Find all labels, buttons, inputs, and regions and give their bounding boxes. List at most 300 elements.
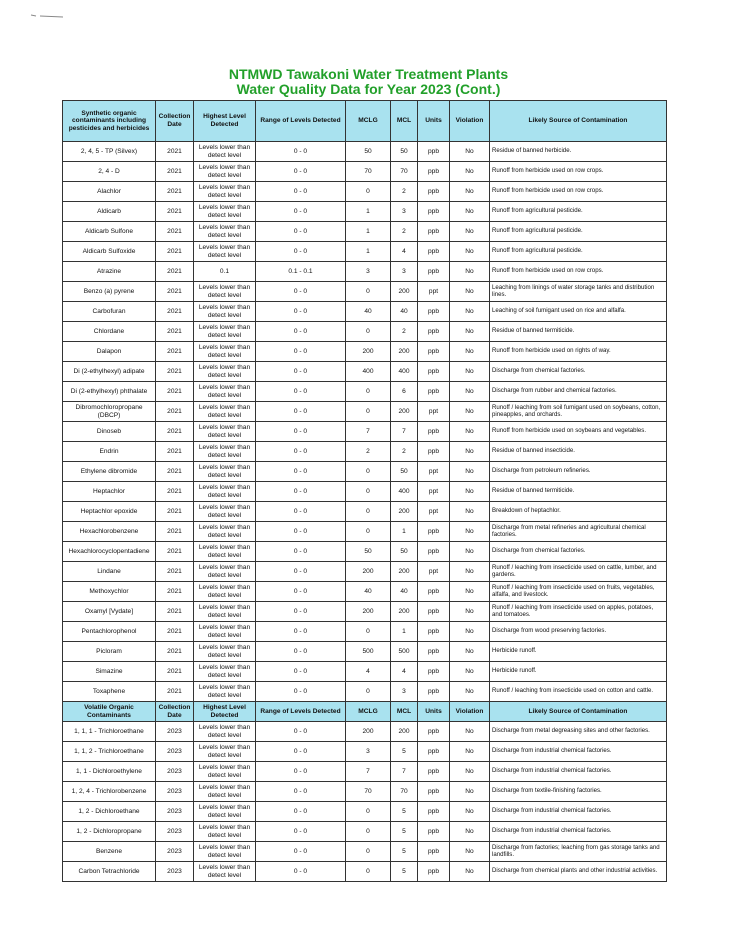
cell-range-of-levels: 0 - 0 [256, 462, 346, 482]
cell-units: ppb [418, 662, 450, 682]
cell-contaminant: 1, 2, 4 - Trichlorobenzene [63, 782, 156, 802]
volatile-header-units: Units [418, 702, 450, 722]
cell-mclg: 0 [346, 462, 391, 482]
table-row [63, 202, 667, 222]
cell-units: ppt [418, 562, 450, 582]
cell-contaminant: Carbofuran [63, 302, 156, 322]
cell-collection-date: 2021 [156, 402, 194, 422]
cell-units: ppb [418, 442, 450, 462]
cell-likely-source: Runoff from herbicide used on soybeans and vegetables. [490, 422, 667, 442]
cell-collection-date: 2021 [156, 462, 194, 482]
cell-highest-level: Levels lower than detect level [194, 842, 256, 862]
cell-likely-source: Runoff from herbicide used on rights of way. [490, 342, 667, 362]
cell-range-of-levels: 0 - 0 [256, 502, 346, 522]
cell-mcl: 4 [391, 662, 418, 682]
cell-units: ppb [418, 142, 450, 162]
cell-units: ppb [418, 362, 450, 382]
cell-contaminant: Benzo (a) pyrene [63, 282, 156, 302]
cell-contaminant: Methoxychlor [63, 582, 156, 602]
volatile-header-mclg: MCLG [346, 702, 391, 722]
volatile-header-range-of-levels: Range of Levels Detected [256, 702, 346, 722]
cell-mclg: 0 [346, 382, 391, 402]
cell-units: ppb [418, 202, 450, 222]
page-title: NTMWD Tawakoni Water Treatment Plants [228, 66, 509, 82]
cell-violation: No [450, 602, 490, 622]
cell-violation: No [450, 722, 490, 742]
scan-mark [30, 12, 64, 18]
cell-contaminant: Pentachlorophenol [63, 622, 156, 642]
cell-collection-date: 2023 [156, 862, 194, 882]
cell-violation: No [450, 442, 490, 462]
cell-violation: No [450, 842, 490, 862]
cell-highest-level: 0.1 [194, 262, 256, 282]
cell-highest-level: Levels lower than detect level [194, 662, 256, 682]
cell-range-of-levels: 0 - 0 [256, 242, 346, 262]
cell-mcl: 5 [391, 862, 418, 882]
cell-contaminant: 1, 1, 1 - Trichloroethane [63, 722, 156, 742]
table-row [63, 762, 667, 782]
cell-range-of-levels: 0 - 0 [256, 202, 346, 222]
cell-range-of-levels: 0 - 0 [256, 802, 346, 822]
cell-collection-date: 2021 [156, 442, 194, 462]
cell-units: ppb [418, 382, 450, 402]
cell-highest-level: Levels lower than detect level [194, 562, 256, 582]
cell-mclg: 50 [346, 142, 391, 162]
cell-mcl: 400 [391, 362, 418, 382]
cell-highest-level: Levels lower than detect level [194, 502, 256, 522]
cell-violation: No [450, 242, 490, 262]
table-row [63, 662, 667, 682]
cell-violation: No [450, 562, 490, 582]
cell-mcl: 3 [391, 262, 418, 282]
cell-highest-level: Levels lower than detect level [194, 382, 256, 402]
cell-range-of-levels: 0 - 0 [256, 862, 346, 882]
cell-range-of-levels: 0 - 0 [256, 182, 346, 202]
volatile-header-row [63, 702, 667, 722]
cell-mcl: 1 [391, 522, 418, 542]
cell-mcl: 5 [391, 742, 418, 762]
cell-mclg: 200 [346, 602, 391, 622]
cell-mclg: 40 [346, 582, 391, 602]
cell-mclg: 200 [346, 722, 391, 742]
cell-units: ppb [418, 322, 450, 342]
cell-contaminant: Aldicarb Sulfone [63, 222, 156, 242]
cell-range-of-levels: 0 - 0 [256, 822, 346, 842]
cell-highest-level: Levels lower than detect level [194, 442, 256, 462]
cell-highest-level: Levels lower than detect level [194, 542, 256, 562]
cell-collection-date: 2021 [156, 622, 194, 642]
cell-units: ppb [418, 582, 450, 602]
cell-range-of-levels: 0 - 0 [256, 362, 346, 382]
cell-likely-source: Discharge from industrial chemical factories. [490, 742, 667, 762]
cell-mclg: 0 [346, 682, 391, 702]
cell-collection-date: 2021 [156, 682, 194, 702]
cell-mclg: 7 [346, 422, 391, 442]
cell-contaminant: Simazine [63, 662, 156, 682]
table-row [63, 242, 667, 262]
cell-units: ppb [418, 422, 450, 442]
cell-mclg: 2 [346, 442, 391, 462]
cell-units: ppt [418, 502, 450, 522]
cell-highest-level: Levels lower than detect level [194, 242, 256, 262]
cell-mcl: 400 [391, 482, 418, 502]
cell-range-of-levels: 0 - 0 [256, 222, 346, 242]
cell-range-of-levels: 0 - 0 [256, 622, 346, 642]
cell-mcl: 200 [391, 282, 418, 302]
cell-mclg: 0 [346, 622, 391, 642]
volatile-header-likely-source: Likely Source of Contamination [490, 702, 667, 722]
cell-violation: No [450, 222, 490, 242]
cell-violation: No [450, 502, 490, 522]
cell-mcl: 500 [391, 642, 418, 662]
cell-mclg: 500 [346, 642, 391, 662]
cell-units: ppb [418, 262, 450, 282]
cell-mclg: 1 [346, 202, 391, 222]
cell-units: ppb [418, 742, 450, 762]
column-header-violation: Violation [450, 101, 490, 142]
cell-violation: No [450, 742, 490, 762]
cell-mcl: 200 [391, 562, 418, 582]
cell-violation: No [450, 582, 490, 602]
cell-mcl: 7 [391, 762, 418, 782]
table-row [63, 442, 667, 462]
cell-violation: No [450, 302, 490, 322]
cell-mcl: 4 [391, 242, 418, 262]
cell-likely-source: Runoff / leaching from insecticide used on apples, potatoes, and tomatoes. [490, 602, 667, 622]
cell-mcl: 5 [391, 802, 418, 822]
cell-units: ppb [418, 822, 450, 842]
cell-mclg: 0 [346, 862, 391, 882]
table-row [63, 862, 667, 882]
table-row [63, 462, 667, 482]
cell-collection-date: 2023 [156, 782, 194, 802]
table-row [63, 402, 667, 422]
cell-units: ppb [418, 642, 450, 662]
cell-mclg: 0 [346, 182, 391, 202]
cell-range-of-levels: 0 - 0 [256, 382, 346, 402]
column-header-mclg: MCLG [346, 101, 391, 142]
cell-units: ppb [418, 522, 450, 542]
cell-contaminant: Carbon Tetrachloride [63, 862, 156, 882]
column-header-mcl: MCL [391, 101, 418, 142]
cell-collection-date: 2021 [156, 662, 194, 682]
cell-mcl: 5 [391, 842, 418, 862]
cell-likely-source: Discharge from petroleum refineries. [490, 462, 667, 482]
cell-collection-date: 2023 [156, 802, 194, 822]
cell-mcl: 50 [391, 142, 418, 162]
cell-mclg: 0 [346, 482, 391, 502]
cell-violation: No [450, 202, 490, 222]
cell-units: ppt [418, 402, 450, 422]
cell-range-of-levels: 0.1 - 0.1 [256, 262, 346, 282]
cell-range-of-levels: 0 - 0 [256, 742, 346, 762]
table-row [63, 722, 667, 742]
cell-contaminant: Dinoseb [63, 422, 156, 442]
volatile-header-highest-level: Highest Level Detected [194, 702, 256, 722]
cell-mclg: 50 [346, 542, 391, 562]
cell-contaminant: Aldicarb [63, 202, 156, 222]
cell-collection-date: 2023 [156, 842, 194, 862]
cell-contaminant: Heptachlor epoxide [63, 502, 156, 522]
cell-collection-date: 2021 [156, 602, 194, 622]
cell-highest-level: Levels lower than detect level [194, 582, 256, 602]
cell-contaminant: Hexachlorocyclopentadiene [63, 542, 156, 562]
cell-collection-date: 2023 [156, 742, 194, 762]
cell-contaminant: Ethylene dibromide [63, 462, 156, 482]
cell-highest-level: Levels lower than detect level [194, 782, 256, 802]
cell-range-of-levels: 0 - 0 [256, 602, 346, 622]
cell-units: ppt [418, 482, 450, 502]
column-header-highest-level: Highest Level Detected [194, 101, 256, 142]
cell-violation: No [450, 762, 490, 782]
cell-contaminant: 2, 4, 5 - TP (Silvex) [63, 142, 156, 162]
cell-contaminant: Dalapon [63, 342, 156, 362]
cell-collection-date: 2023 [156, 722, 194, 742]
cell-units: ppt [418, 462, 450, 482]
cell-contaminant: Toxaphene [63, 682, 156, 702]
cell-likely-source: Discharge from industrial chemical factories. [490, 822, 667, 842]
cell-units: ppb [418, 602, 450, 622]
cell-units: ppb [418, 302, 450, 322]
volatile-header-violation: Violation [450, 702, 490, 722]
cell-contaminant: 1, 2 - Dichloropropane [63, 822, 156, 842]
cell-collection-date: 2021 [156, 202, 194, 222]
cell-collection-date: 2023 [156, 762, 194, 782]
cell-contaminant: Endrin [63, 442, 156, 462]
cell-units: ppb [418, 782, 450, 802]
cell-likely-source: Runoff / leaching from insecticide used on cattle, lumber, and gardens. [490, 562, 667, 582]
cell-range-of-levels: 0 - 0 [256, 662, 346, 682]
cell-contaminant: Alachlor [63, 182, 156, 202]
cell-mcl: 2 [391, 182, 418, 202]
cell-violation: No [450, 342, 490, 362]
cell-highest-level: Levels lower than detect level [194, 462, 256, 482]
cell-violation: No [450, 422, 490, 442]
cell-contaminant: Dibromochloropropane (DBCP) [63, 402, 156, 422]
cell-collection-date: 2021 [156, 502, 194, 522]
cell-highest-level: Levels lower than detect level [194, 202, 256, 222]
table-row [63, 562, 667, 582]
cell-mcl: 40 [391, 582, 418, 602]
cell-likely-source: Runoff from agricultural pesticide. [490, 242, 667, 262]
cell-highest-level: Levels lower than detect level [194, 182, 256, 202]
cell-range-of-levels: 0 - 0 [256, 562, 346, 582]
cell-contaminant: Atrazine [63, 262, 156, 282]
cell-range-of-levels: 0 - 0 [256, 782, 346, 802]
cell-range-of-levels: 0 - 0 [256, 582, 346, 602]
table-row [63, 602, 667, 622]
cell-highest-level: Levels lower than detect level [194, 222, 256, 242]
cell-mclg: 0 [346, 842, 391, 862]
cell-highest-level: Levels lower than detect level [194, 602, 256, 622]
cell-collection-date: 2021 [156, 562, 194, 582]
cell-range-of-levels: 0 - 0 [256, 482, 346, 502]
cell-contaminant: Di (2-ethylhexyl) phthalate [63, 382, 156, 402]
table-row [63, 302, 667, 322]
table-row [63, 142, 667, 162]
synthetic-header-row [63, 101, 667, 142]
cell-collection-date: 2021 [156, 642, 194, 662]
table-row [63, 842, 667, 862]
cell-likely-source: Residue of banned termiticide. [490, 482, 667, 502]
table-row [63, 522, 667, 542]
cell-violation: No [450, 322, 490, 342]
cell-mclg: 70 [346, 782, 391, 802]
cell-range-of-levels: 0 - 0 [256, 162, 346, 182]
cell-collection-date: 2021 [156, 142, 194, 162]
cell-mcl: 70 [391, 782, 418, 802]
table-row [63, 742, 667, 762]
cell-violation: No [450, 462, 490, 482]
cell-violation: No [450, 482, 490, 502]
cell-collection-date: 2023 [156, 822, 194, 842]
cell-units: ppt [418, 282, 450, 302]
cell-likely-source: Discharge from chemical plants and other industrial activities. [490, 862, 667, 882]
cell-range-of-levels: 0 - 0 [256, 642, 346, 662]
cell-mclg: 7 [346, 762, 391, 782]
cell-range-of-levels: 0 - 0 [256, 342, 346, 362]
cell-violation: No [450, 802, 490, 822]
cell-mcl: 50 [391, 462, 418, 482]
cell-units: ppb [418, 162, 450, 182]
cell-collection-date: 2021 [156, 482, 194, 502]
cell-highest-level: Levels lower than detect level [194, 482, 256, 502]
cell-likely-source: Breakdown of heptachlor. [490, 502, 667, 522]
cell-collection-date: 2021 [156, 382, 194, 402]
cell-mclg: 1 [346, 242, 391, 262]
cell-likely-source: Discharge from factories; leaching from gas storage tanks and landfills. [490, 842, 667, 862]
column-header-units: Units [418, 101, 450, 142]
volatile-header-collection-date: Collection Date [156, 702, 194, 722]
cell-units: ppb [418, 182, 450, 202]
cell-range-of-levels: 0 - 0 [256, 282, 346, 302]
table-row [63, 822, 667, 842]
cell-collection-date: 2021 [156, 182, 194, 202]
cell-mcl: 6 [391, 382, 418, 402]
cell-range-of-levels: 0 - 0 [256, 442, 346, 462]
cell-violation: No [450, 822, 490, 842]
table-row [63, 182, 667, 202]
cell-contaminant: Aldicarb Sulfoxide [63, 242, 156, 262]
cell-mcl: 200 [391, 402, 418, 422]
cell-mclg: 0 [346, 822, 391, 842]
cell-mcl: 200 [391, 502, 418, 522]
cell-highest-level: Levels lower than detect level [194, 282, 256, 302]
cell-highest-level: Levels lower than detect level [194, 742, 256, 762]
cell-likely-source: Runoff from herbicide used on row crops. [490, 182, 667, 202]
cell-collection-date: 2021 [156, 362, 194, 382]
table-row [63, 542, 667, 562]
cell-contaminant: 1, 1, 2 - Trichloroethane [63, 742, 156, 762]
cell-likely-source: Discharge from metal refineries and agricultural chemical factories. [490, 522, 667, 542]
cell-collection-date: 2021 [156, 542, 194, 562]
cell-likely-source: Runoff / leaching from insecticide used on cotton and cattle. [490, 682, 667, 702]
cell-mcl: 2 [391, 222, 418, 242]
cell-likely-source: Leaching from linings of water storage tanks and distribution lines. [490, 282, 667, 302]
cell-violation: No [450, 862, 490, 882]
table-row [63, 682, 667, 702]
cell-units: ppb [418, 722, 450, 742]
cell-collection-date: 2021 [156, 302, 194, 322]
cell-mclg: 4 [346, 662, 391, 682]
cell-range-of-levels: 0 - 0 [256, 682, 346, 702]
cell-mclg: 0 [346, 522, 391, 542]
cell-violation: No [450, 402, 490, 422]
cell-highest-level: Levels lower than detect level [194, 422, 256, 442]
cell-mclg: 3 [346, 262, 391, 282]
cell-violation: No [450, 782, 490, 802]
column-header-range-of-levels: Range of Levels Detected [256, 101, 346, 142]
cell-units: ppb [418, 342, 450, 362]
cell-mclg: 40 [346, 302, 391, 322]
cell-mcl: 5 [391, 822, 418, 842]
volatile-header-contaminant: Volatile Organic Contaminants [63, 702, 156, 722]
cell-range-of-levels: 0 - 0 [256, 422, 346, 442]
cell-violation: No [450, 282, 490, 302]
cell-violation: No [450, 362, 490, 382]
cell-mcl: 3 [391, 682, 418, 702]
cell-contaminant: Di (2-ethylhexyl) adipate [63, 362, 156, 382]
cell-units: ppb [418, 762, 450, 782]
column-header-likely-source: Likely Source of Contamination [490, 101, 667, 142]
cell-highest-level: Levels lower than detect level [194, 322, 256, 342]
cell-mcl: 40 [391, 302, 418, 322]
cell-range-of-levels: 0 - 0 [256, 522, 346, 542]
cell-collection-date: 2021 [156, 282, 194, 302]
cell-highest-level: Levels lower than detect level [194, 642, 256, 662]
cell-units: ppb [418, 242, 450, 262]
cell-highest-level: Levels lower than detect level [194, 342, 256, 362]
cell-likely-source: Runoff from agricultural pesticide. [490, 222, 667, 242]
table-row [63, 222, 667, 242]
cell-violation: No [450, 142, 490, 162]
table-row [63, 362, 667, 382]
cell-collection-date: 2021 [156, 322, 194, 342]
cell-mcl: 200 [391, 342, 418, 362]
cell-violation: No [450, 622, 490, 642]
cell-likely-source: Runoff from herbicide used on row crops. [490, 262, 667, 282]
table-row [63, 502, 667, 522]
cell-range-of-levels: 0 - 0 [256, 142, 346, 162]
cell-highest-level: Levels lower than detect level [194, 622, 256, 642]
cell-range-of-levels: 0 - 0 [256, 762, 346, 782]
cell-collection-date: 2021 [156, 262, 194, 282]
cell-contaminant: Heptachlor [63, 482, 156, 502]
table-row [63, 322, 667, 342]
cell-likely-source: Discharge from chemical factories. [490, 542, 667, 562]
cell-likely-source: Discharge from textile-finishing factories. [490, 782, 667, 802]
cell-range-of-levels: 0 - 0 [256, 322, 346, 342]
cell-collection-date: 2021 [156, 342, 194, 362]
cell-units: ppb [418, 682, 450, 702]
cell-violation: No [450, 262, 490, 282]
water-quality-table [62, 100, 667, 882]
cell-violation: No [450, 542, 490, 562]
volatile-header-mcl: MCL [391, 702, 418, 722]
cell-units: ppb [418, 542, 450, 562]
cell-violation: No [450, 162, 490, 182]
cell-mcl: 50 [391, 542, 418, 562]
cell-contaminant: Hexachlorobenzene [63, 522, 156, 542]
cell-units: ppb [418, 802, 450, 822]
cell-likely-source: Residue of banned herbicide. [490, 142, 667, 162]
cell-violation: No [450, 642, 490, 662]
cell-contaminant: Picloram [63, 642, 156, 662]
cell-mclg: 0 [346, 322, 391, 342]
table-row [63, 382, 667, 402]
page-subtitle: Water Quality Data for Year 2023 (Cont.) [236, 81, 501, 97]
table-row [63, 262, 667, 282]
